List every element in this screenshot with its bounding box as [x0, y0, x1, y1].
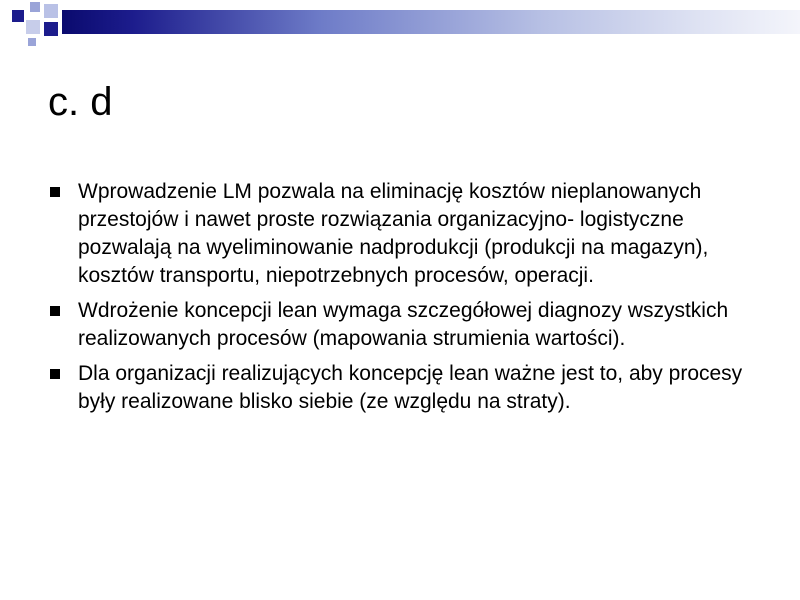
decor-square	[28, 38, 36, 46]
decor-square	[44, 4, 58, 18]
bullet-text: Wdrożenie koncepcji lean wymaga szczegółowej diagnozy wszystkich realizowanych procesów (mapowania strumienia wartości).	[78, 299, 729, 350]
decor-square	[26, 20, 40, 34]
slide-title: c. d	[48, 80, 113, 124]
decor-square	[12, 10, 24, 22]
bullet-list	[50, 178, 750, 423]
bullet-item	[50, 297, 750, 353]
square-bullet-icon	[50, 306, 60, 316]
decor-square	[30, 2, 40, 12]
header-decoration	[0, 0, 800, 50]
square-bullet-icon	[50, 369, 60, 379]
header-gradient-bar	[62, 10, 800, 34]
bullet-text: Dla organizacji realizujących koncepcję lean ważne jest to, aby procesy były realizowane blisko siebie (ze względu na straty).	[78, 362, 743, 413]
bullet-item	[50, 178, 750, 290]
decor-square	[44, 22, 58, 36]
bullet-item	[50, 360, 750, 416]
bullet-text: Wprowadzenie LM pozwala na eliminację kosztów nieplanowanych przestojów i nawet proste rozwiązania organizacyjno- logistyczne pozwalają na wyeliminowanie nadprodukcji (produkcji na magazyn), kosztów transportu, niepotrzebnych procesów, operacji.	[78, 180, 709, 287]
square-bullet-icon	[50, 187, 60, 197]
